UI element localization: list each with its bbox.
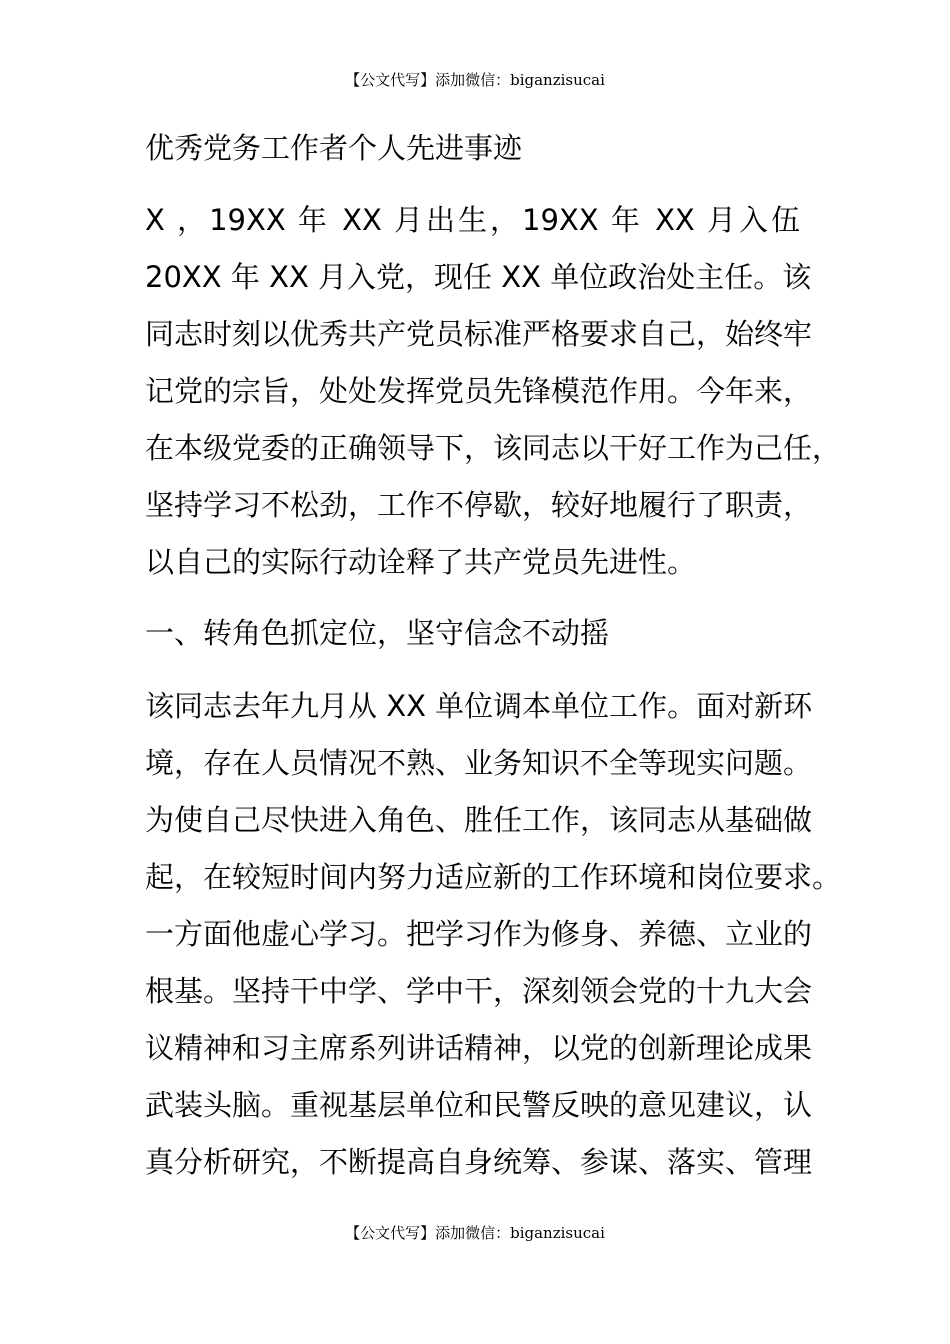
paragraph-line: 为使自己尽快进入角色、胜任工作，该同志从基础做 — [145, 803, 813, 837]
paragraph-line: 起，在较短时间内努力适应新的工作环境和岗位要求。 — [145, 860, 842, 894]
paragraph-line: 该同志去年九月从 XX 单位调本单位工作。面对新环 — [145, 689, 813, 723]
paragraph-line: 记党的宗旨，处处发挥党员先锋模范作用。今年来， — [145, 374, 813, 408]
document-title: 优秀党务工作者个人先进事迹 — [145, 131, 523, 165]
paragraph-line: 同志时刻以优秀共产党员标准严格要求自己，始终牢 — [145, 317, 813, 351]
paragraph-line: 在本级党委的正确领导下，该同志以干好工作为己任， — [145, 431, 842, 465]
paragraph-line: 以自己的实际行动诠释了共产党员先进性。 — [145, 545, 697, 579]
page-header: 【公文代写】添加微信：biganzisucai — [345, 71, 605, 89]
paragraph-line: 根基。坚持干中学、学中干，深刻领会党的十九大会 — [145, 974, 813, 1008]
paragraph-line: 一方面他虚心学习。把学习作为修身、养德、立业的 — [145, 917, 813, 951]
page-footer: 【公文代写】添加微信：biganzisucai — [345, 1224, 605, 1242]
paragraph-line: 境，存在人员情况不熟、业务知识不全等现实问题。 — [145, 746, 813, 780]
section-heading: 一、转角色抓定位，坚守信念不动摇 — [145, 616, 610, 650]
paragraph-line: 议精神和习主席系列讲话精神，以党的创新理论成果 — [145, 1031, 813, 1065]
paragraph-line: 真分析研究，不断提高自身统筹、参谋、落实、管理 — [145, 1145, 813, 1179]
paragraph-line: 坚持学习不松劲，工作不停歇，较好地履行了职责， — [145, 488, 813, 522]
paragraph-line: 武装头脑。重视基层单位和民警反映的意见建议，认 — [145, 1088, 813, 1122]
paragraph-line: X ，19XX 年 XX 月出生，19XX 年 XX 月入伍 — [145, 203, 800, 237]
paragraph-line: 20XX 年 XX 月入党，现任 XX 单位政治处主任。该 — [145, 260, 812, 294]
